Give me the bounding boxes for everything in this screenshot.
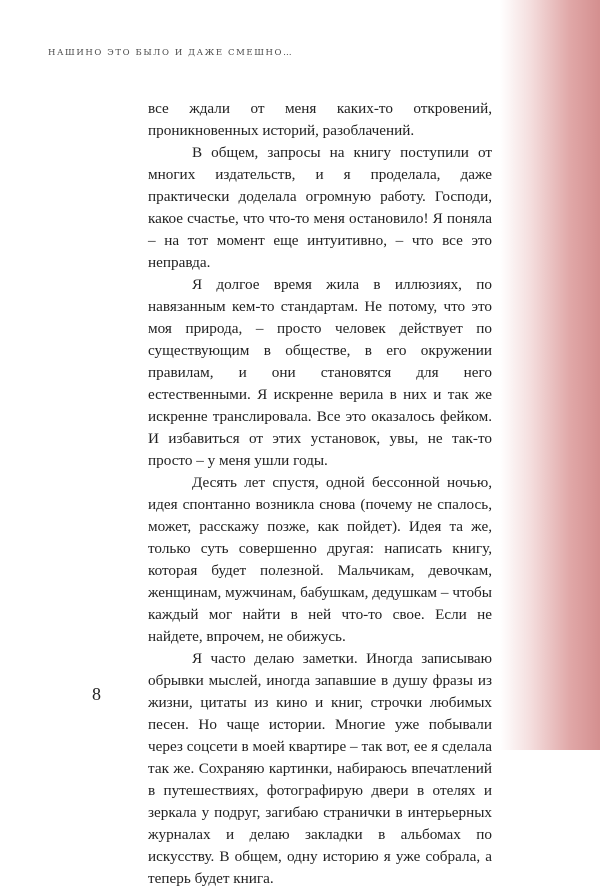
body-text: [148, 98, 492, 890]
paragraph-2: В общем, запросы на книгу поступили от многих издательств, и я проделала, даже практически доделала огромную работу. Господи, какое счастье, что что-то меня остановило! Я поняла – на тот момент еще интуитивно, – что все это неправда.: [148, 144, 492, 271]
paragraph-3: Я долгое время жила в иллюзиях, по навязанным кем-то стандартам. Не потому, что это моя природа, – просто человек действует по существующим в обществе, в его окружении правилам, и они становятся для него естественными. Я искренне верила в них и так же искренне транслировала. Все это оказалось фейком. И избавиться от этих установок, увы, не так-то просто – у меня ушли годы.: [148, 276, 492, 469]
paragraph-5: Я часто делаю заметки. Иногда записываю обрывки мыслей, иногда запавшие в душу фразы из жизни, цитаты из кино и книг, строчки любимых песен. Но чаще истории. Многие уже побывали через соцсети в моей квартире – так вот, ее я сделала так же. Сохраняю картинки, набираюсь впечатлений в путешествиях, фотографирую двери в отелях и зеркала у подруг, загибаю странички в интерьерных журналах и делаю закладки в альбомах по искусству. В общем, одну историю я уже собрала, а теперь будет книга.: [148, 650, 492, 887]
paragraph-1: все ждали от меня каких-то откровений, проникновенных историй, разоблачений.: [148, 100, 492, 139]
running-header: НАШИНО ЭТО БЫЛО И ДАЖЕ СМЕШНО…: [48, 48, 294, 58]
paragraph-4: Десять лет спустя, одной бессонной ночью, идея спонтанно возникла снова (почему не спалось, может, расскажу позже, как пойдет). Идея та же, только суть совершенно другая: написать книгу, которая будет полезной. Мальчикам, девочкам, женщинам, мужчинам, бабушкам, дедушкам – чтобы каждый мог найти в ней что-то свое. Если не найдете, впрочем, не обижусь.: [148, 474, 492, 645]
page-number: 8: [92, 684, 101, 704]
page-edge-tint: [500, 0, 600, 750]
